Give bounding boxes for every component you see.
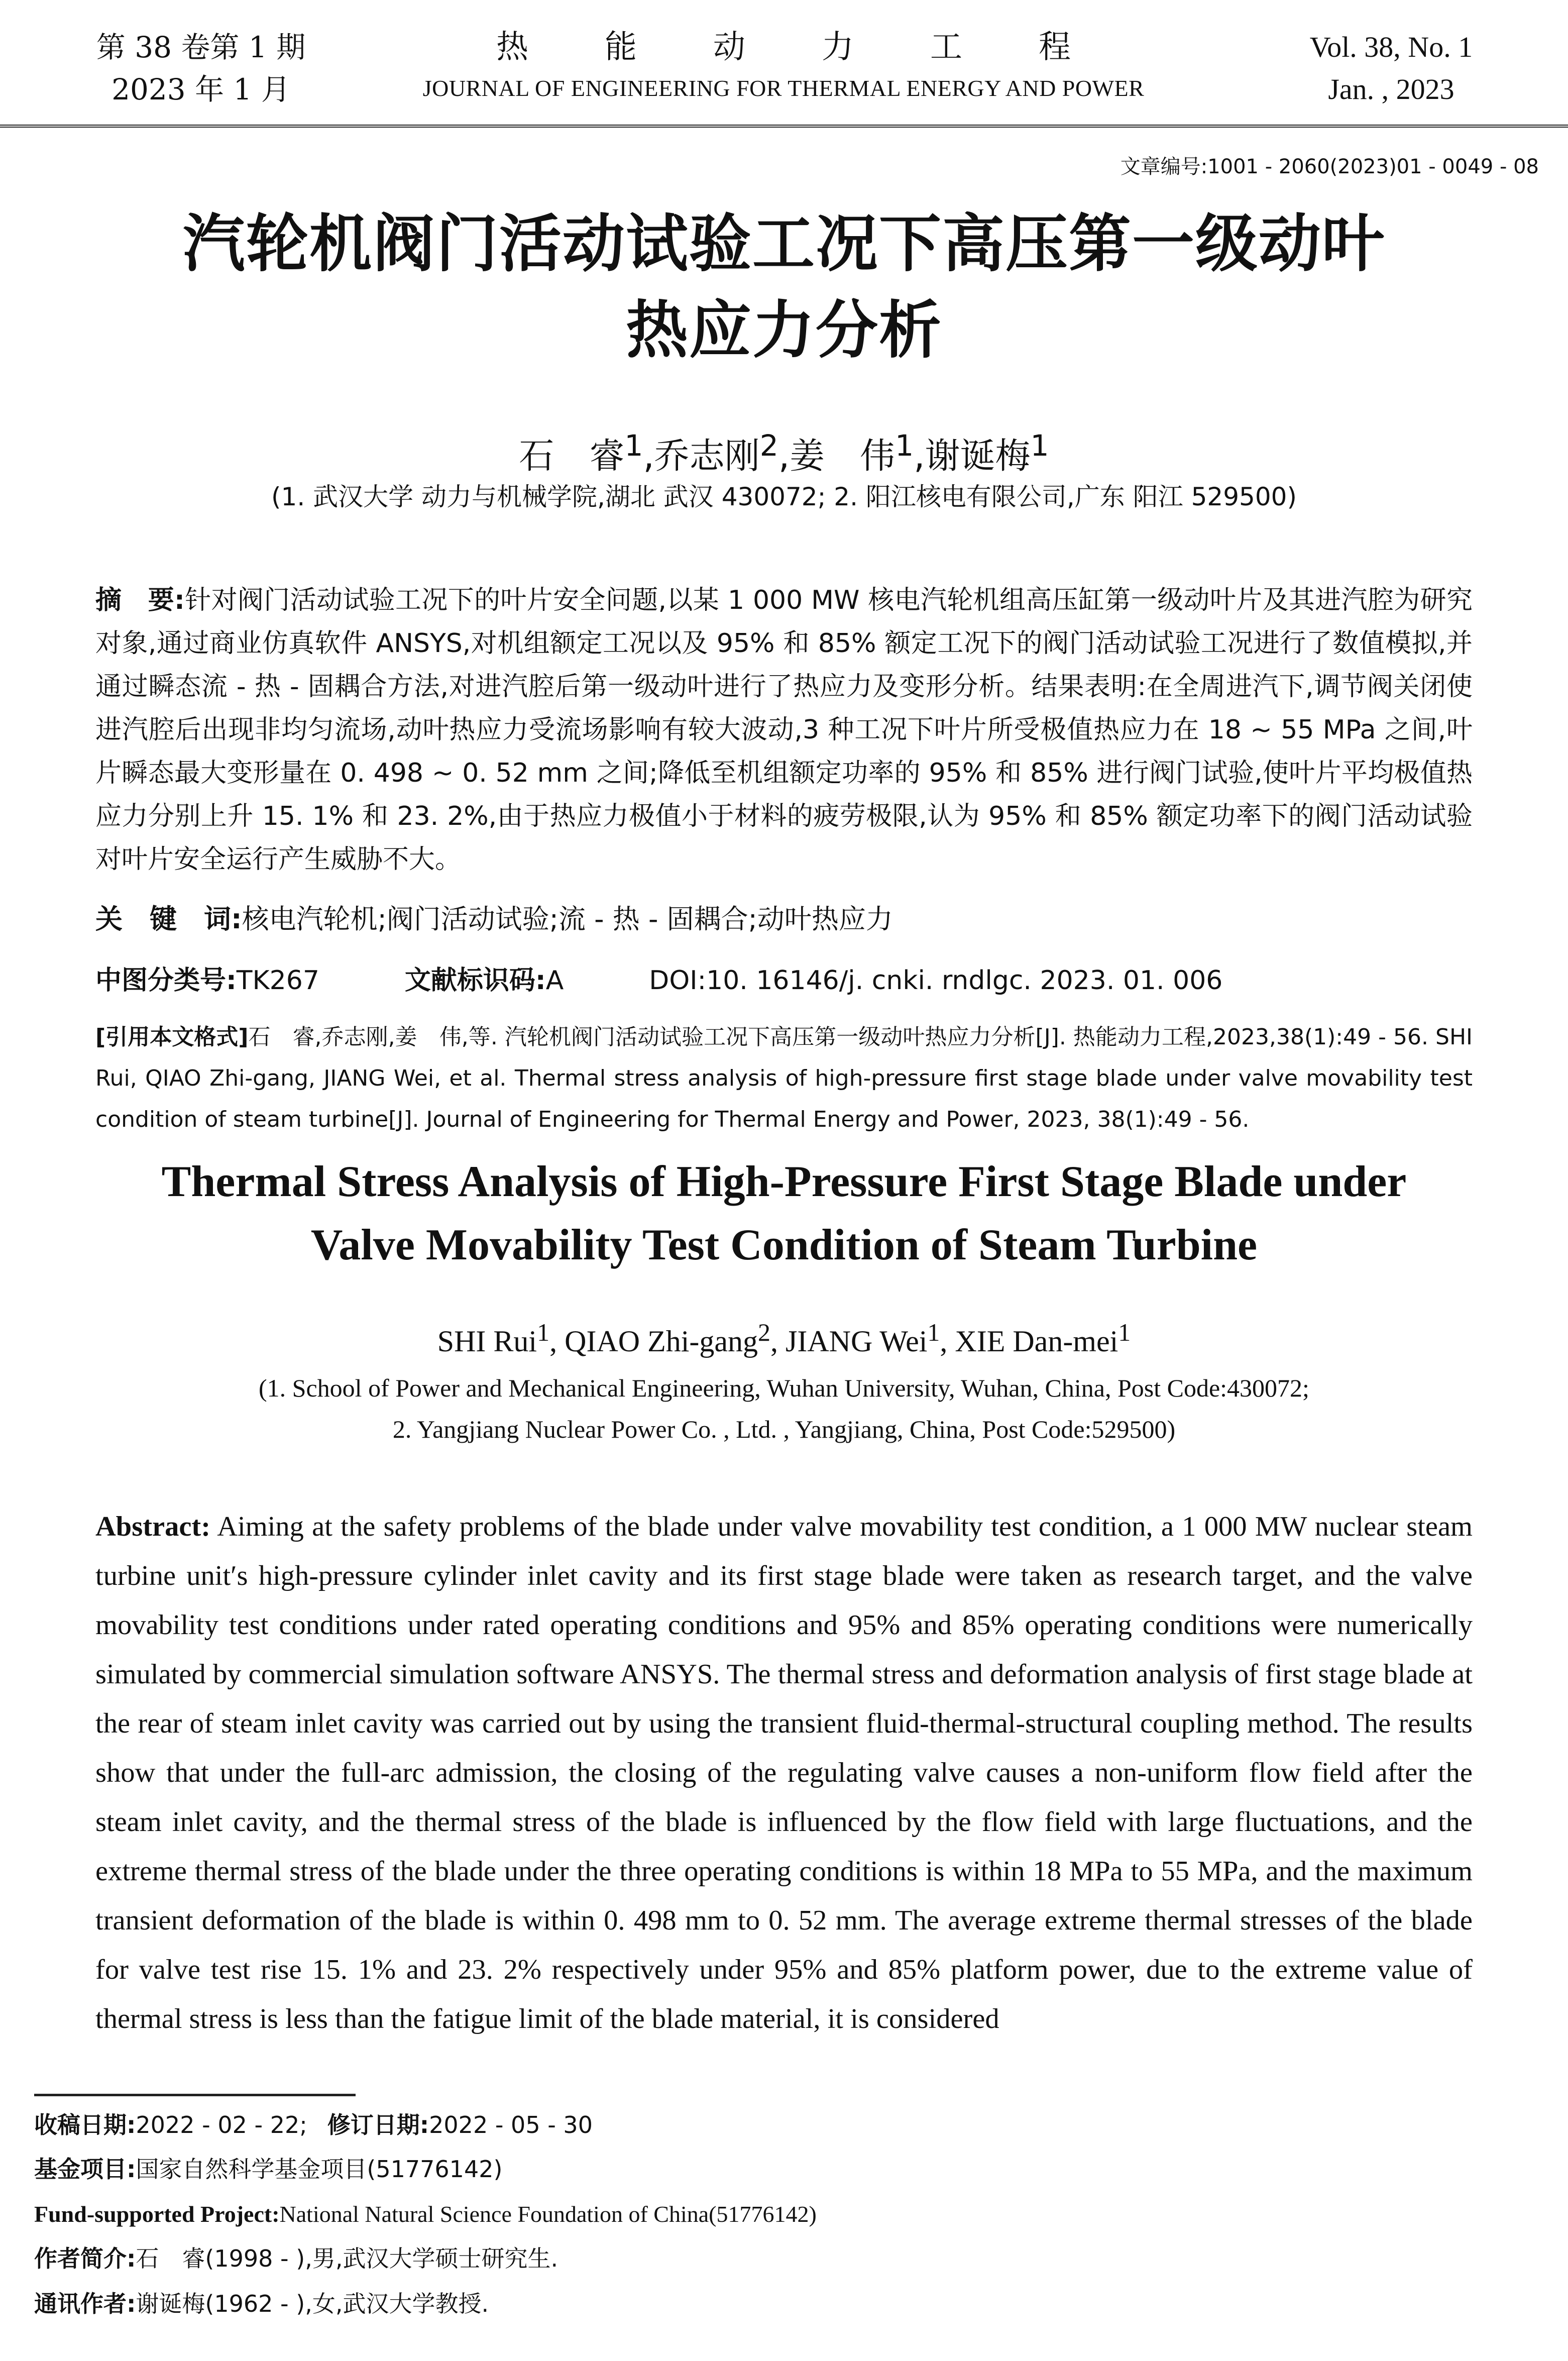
fund-cn xyxy=(34,2154,1491,2184)
title-en-line1: Thermal Stress Analysis of High-Pressure First Stage Blade under xyxy=(161,1157,1407,1206)
author-name: 姜 伟 xyxy=(790,435,895,477)
author-name-en: XIE Dan-mei xyxy=(955,1325,1118,1358)
citation-text: 石 睿,乔志刚,姜 伟,等. 汽轮机阀门活动试验工况下高压第一级动叶热应力分析[J]. 热能动力工程,2023,38(1):49 - 56. SHI Rui, QIAO Zhi-gang, JIANG Wei, et al. Thermal stress analysis of high-pressure first stage blade under valve movability test condition of steam turbine[J]. Journal of Engineering for Thermal Energy and Power, 2023, 38(1):49 - 56. xyxy=(95,1024,1473,1132)
author-affil-mark: 1 xyxy=(927,1318,940,1346)
author-affil-mark: 1 xyxy=(895,428,914,463)
author-separator: , xyxy=(778,435,790,477)
citation-format xyxy=(95,1017,1473,1140)
journal-name xyxy=(352,26,1215,109)
issue-date-en: Jan. , 2023 xyxy=(1328,73,1454,105)
affiliation-en-line1: (1. School of Power and Mechanical Engineering, Wuhan University, Wuhan, China, Post Code:430072; xyxy=(259,1374,1309,1402)
received-label: 收稿日期: xyxy=(34,2111,136,2138)
keywords-cn-text: 核电汽轮机;阀门活动试验;流 - 热 - 固耦合;动叶热应力 xyxy=(242,903,893,935)
volume-number-en: Vol. 38, No. 1 xyxy=(1309,31,1473,63)
abstract-en-text: Aiming at the safety problems of the blade under valve movability test condition, a 1 000 MW nuclear steam turbine unit′s high-pressure cylinder inlet cavity and its first stage blade were taken as research target, and the valve movability test conditions under rated operating conditions and 95% and 85% operating conditions were numerically simulated by commercial simulation software ANSYS. The thermal stress and deformation analysis of first stage blade at the rear of steam inlet cavity was carried out by using the transient fluid-thermal-structural coupling method. The results show that under the full-arc admission, the closing of the regulating valve causes a non-uniform flow field after the steam inlet cavity, and the thermal stress of the blade is influenced by the flow field with large fluctuations, and the extreme thermal stress of the blade under the three operating conditions is within 18 MPa to 55 MPa, and the maximum transient deformation of the blade is within 0. 498 mm to 0. 52 mm. The average extreme thermal stresses of the blade for valve test rise 15. 1% and 23. 2% respectively under 95% and 85% platform power, due to the extreme value of thermal stress is less than the fatigue limit of the blade material, it is considered xyxy=(95,1511,1473,2034)
author-separator: , xyxy=(643,435,654,477)
journal-name-en: JOURNAL OF ENGINEERING FOR THERMAL ENERGY AND POWER xyxy=(422,75,1145,101)
affiliation-en xyxy=(100,1367,1468,1450)
classification-line xyxy=(95,960,1473,1001)
author-separator: , xyxy=(549,1325,565,1358)
doc-code-label: 文献标识码: xyxy=(404,965,546,996)
revised-label: 修订日期: xyxy=(327,2111,429,2138)
abstract-cn-text: 针对阀门活动试验工况下的叶片安全问题,以某 1 000 MW 核电汽轮机组高压缸第一级动叶片及其进汽腔为研究对象,通过商业仿真软件 ANSYS,对机组额定工况以及 95% 和 85% 额定工况下的阀门活动试验工况进行了数值模拟,并通过瞬态流 - 热 - 固耦合方法,对进汽腔后第一级动叶进行了热应力及变形分析。结果表明:在全周进汽下,调节阀关闭使进汽腔后出现非均匀流场,动叶热应力受流场影响有较大波动,3 种工况下叶片所受极值热应力在 18 ~ 55 MPa 之间,叶片瞬态最大变形量在 0. 498 ~ 0. 52 mm 之间;降低至机组额定功率的 95% 和 85% 进行阀门试验,使叶片平均极值热应力分别上升 15. 1% 和 23. 2%,由于热应力极值小于材料的疲劳极限,认为 95% 和 85% 额定功率下的阀门活动试验对叶片安全运行产生威胁不大。 xyxy=(95,585,1473,875)
abstract-en-label: Abstract: xyxy=(95,1511,211,1542)
fund-en xyxy=(34,2199,1491,2229)
author-separator: , xyxy=(940,1325,955,1358)
authors-cn xyxy=(100,423,1468,478)
revised-date: 2022 - 05 - 30 xyxy=(429,2111,593,2138)
author-bio xyxy=(34,2243,1491,2274)
affiliation-cn: (1. 武汉大学 动力与机械学院,湖北 武汉 430072; 2. 阳江核电有限公司,广东 阳江 529500) xyxy=(271,482,1297,511)
author-separator: , xyxy=(914,435,925,477)
author-separator: , xyxy=(770,1325,786,1358)
title-cn-line2: 热应力分析 xyxy=(625,294,942,367)
author-affil-mark: 1 xyxy=(537,1318,550,1346)
author-affil-mark: 1 xyxy=(1118,1318,1131,1346)
title-cn-line1: 汽轮机阀门活动试验工况下高压第一级动叶 xyxy=(182,208,1385,280)
issue-info-en xyxy=(1276,26,1507,111)
header-rule xyxy=(0,125,1568,128)
author-affil-mark: 2 xyxy=(758,1318,771,1346)
doc-code-value: A xyxy=(545,965,564,996)
author-affil-mark: 2 xyxy=(759,428,778,463)
author-bio-text: 石 睿(1998 - ),男,武汉大学硕士研究生. xyxy=(136,2245,558,2272)
author-affil-mark: 1 xyxy=(1030,428,1049,463)
author-name: 乔志刚 xyxy=(654,435,760,477)
author-name: 谢诞梅 xyxy=(925,435,1031,477)
article-number: 文章编号:1001 - 2060(2023)01 - 0049 - 08 xyxy=(1120,155,1539,178)
abstract-en xyxy=(95,1502,1473,2044)
issue-info xyxy=(60,26,342,111)
affiliation-en-line2: 2. Yangjiang Nuclear Power Co. , Ltd. , Yangjiang, China, Post Code:529500) xyxy=(392,1415,1176,1443)
received-date: 2022 - 02 - 22; xyxy=(136,2111,307,2138)
fund-en-label: Fund-supported Project: xyxy=(34,2201,280,2227)
issue-volume: 第 38 卷第 1 期 xyxy=(96,30,306,64)
keywords-cn-label: 关 键 词: xyxy=(95,903,242,935)
fund-cn-text: 国家自然科学基金项目(51776142) xyxy=(136,2156,503,2183)
corresponding-author-label: 通讯作者: xyxy=(34,2290,136,2317)
fund-en-text: National Natural Science Foundation of China(51776142) xyxy=(279,2201,817,2227)
fund-cn-label: 基金项目: xyxy=(34,2156,136,2183)
author-affil-mark: 1 xyxy=(624,428,643,463)
author-name-en: JIANG Wei xyxy=(786,1325,928,1358)
keywords-cn xyxy=(95,899,1473,939)
title-en-line2: Valve Movability Test Condition of Steam Turbine xyxy=(310,1221,1258,1269)
title-cn xyxy=(100,201,1468,374)
doi: DOI:10. 16146/j. cnki. rndlgc. 2023. 01. 006 xyxy=(649,965,1223,996)
title-en xyxy=(100,1150,1468,1277)
authors-en xyxy=(100,1312,1468,1361)
abstract-cn xyxy=(95,579,1473,881)
author-name-en: QIAO Zhi-gang xyxy=(565,1325,758,1358)
citation-label: [引用本文格式] xyxy=(95,1024,249,1050)
received-dates xyxy=(34,2110,1491,2140)
footnote-rule xyxy=(34,2094,356,2096)
author-bio-label: 作者简介: xyxy=(34,2245,136,2272)
journal-name-cn: 热能动力工程 xyxy=(496,29,1147,66)
issue-date: 2023 年 1 月 xyxy=(111,72,290,106)
clc-label: 中图分类号: xyxy=(95,965,237,996)
abstract-cn-label: 摘 要: xyxy=(95,585,185,615)
clc-value: TK267 xyxy=(236,965,319,996)
corresponding-author-text: 谢诞梅(1962 - ),女,武汉大学教授. xyxy=(136,2290,489,2317)
author-name-en: SHI Rui xyxy=(437,1325,537,1358)
author-name: 石 睿 xyxy=(519,435,625,477)
corresponding-author xyxy=(34,2289,1491,2319)
